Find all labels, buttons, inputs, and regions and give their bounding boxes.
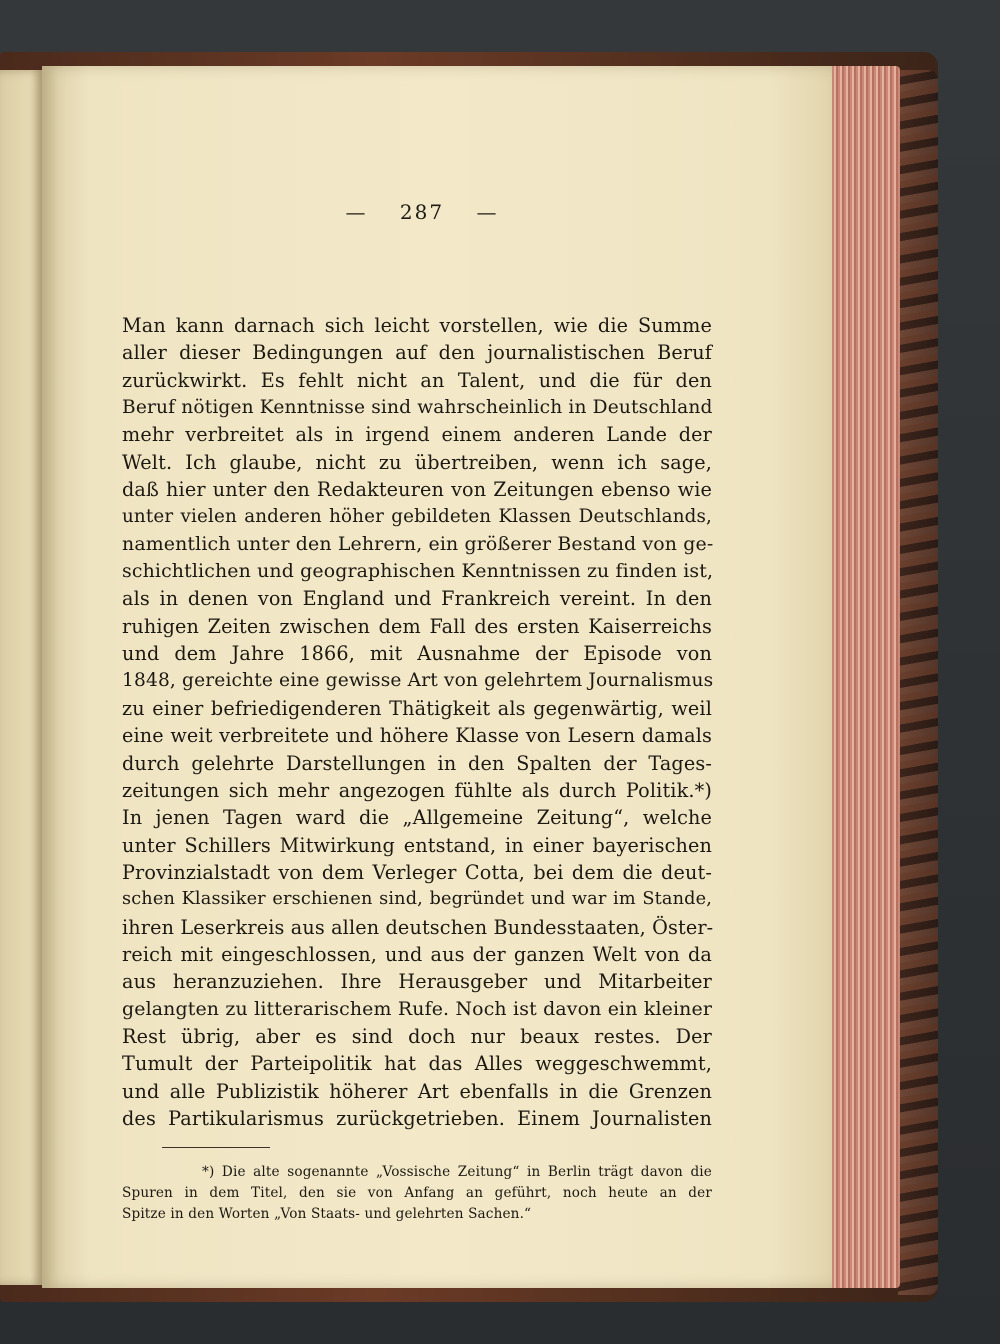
text-line: Beruf nötigen Kenntnisse sind wahrscheinlich in Deutschland — [122, 397, 713, 419]
book-page — [42, 66, 832, 1288]
text-line: aller dieser Bedingungen auf den journalistischen Beruf — [122, 341, 712, 365]
text-line: Man kann darnach sich leicht vorstellen, wie die Summe — [122, 314, 712, 337]
footnote-line: *) Die alte sogenannte „Vossische Zeitung“ in Berlin trägt davon die — [202, 1164, 712, 1180]
footnote-divider — [162, 1147, 270, 1148]
text-line: des Partikularismus zurückgetrieben. Einem Journalisten — [122, 1106, 712, 1130]
text-line: durch gelehrte Darstellungen in den Spalten der Tages- — [122, 751, 712, 775]
text-line: zeitungen sich mehr angezogen fühlte als durch Politik.*) — [122, 778, 712, 802]
footnote-line: Spuren in dem Titel, den sie von Anfang an geführt, noch heute an der — [122, 1185, 712, 1201]
text-line: schen Klassiker erschienen sind, begründet und war im Stande, — [122, 889, 712, 910]
page-number: 287 — [399, 200, 445, 224]
marbled-cover-edge — [898, 70, 938, 1295]
body-text — [122, 312, 712, 1132]
text-line: Rest übrig, aber es sind doch nur beaux restes. Der — [122, 1024, 712, 1048]
text-line: schichtlichen und geographischen Kenntnissen zu finden ist, — [122, 560, 714, 583]
page-dash-left: — — [345, 200, 368, 224]
text-line: Tumult der Parteipolitik hat das Alles weggeschwemmt, — [122, 1052, 712, 1076]
text-line: Provinzialstadt von dem Verleger Cotta, bei dem die deut- — [122, 860, 712, 884]
text-line: daß hier unter den Redakteuren von Zeitungen ebenso wie — [122, 478, 712, 502]
page-header — [342, 200, 502, 224]
text-line: mehr verbreitet als in irgend einem anderen Lande der — [122, 423, 712, 447]
text-line: In jenen Tagen ward die „Allgemeine Zeitung“, welche — [122, 806, 712, 830]
text-line: zu einer befriedigenderen Thätigkeit als gegenwärtig, weil — [122, 696, 712, 720]
text-line: namentlich unter den Lehrern, ein größerer Bestand von ge- — [122, 532, 714, 555]
text-line: 1848, gereichte eine gewisse Art von gelehrtem Journalismus — [122, 670, 714, 692]
text-line: zurückwirkt. Es fehlt nicht an Talent, und die für den — [122, 368, 712, 392]
text-line: als in denen von England und Frankreich vereint. In den — [122, 587, 712, 611]
text-line: und dem Jahre 1866, mit Ausnahme der Episode von — [122, 642, 712, 666]
text-line: aus heranzuziehen. Ihre Herausgeber und Mitarbeiter — [122, 970, 712, 994]
text-line: unter Schillers Mitwirkung entstand, in einer bayerischen — [122, 833, 712, 857]
text-line: ruhigen Zeiten zwischen dem Fall des ersten Kaiserreichs — [122, 614, 712, 638]
text-line: reich mit eingeschlossen, und aus der ganzen Welt von da — [122, 942, 712, 966]
text-line: ihren Leserkreis aus allen deutschen Bundesstaaten, Öster- — [122, 915, 714, 939]
text-line: Welt. Ich glaube, nicht zu übertreiben, wenn ich sage, — [122, 450, 712, 474]
text-line: unter vielen anderen höher gebildeten Klassen Deutschlands, — [122, 506, 712, 528]
page-block-edges — [820, 66, 900, 1288]
footnote — [122, 1162, 712, 1225]
page-dash-right: — — [476, 200, 499, 224]
text-line: gelangten zu litterarischem Rufe. Noch ist davon ein kleiner — [122, 997, 712, 1020]
text-line: eine weit verbreitete und höhere Klasse von Lesern damals — [122, 724, 712, 748]
text-line: und alle Publizistik höherer Art ebenfalls in die Grenzen — [122, 1079, 712, 1103]
footnote-line: Spitze in den Worten „Von Staats- und gelehrten Sachen.“ — [122, 1206, 532, 1222]
left-page-edge — [0, 70, 44, 1285]
